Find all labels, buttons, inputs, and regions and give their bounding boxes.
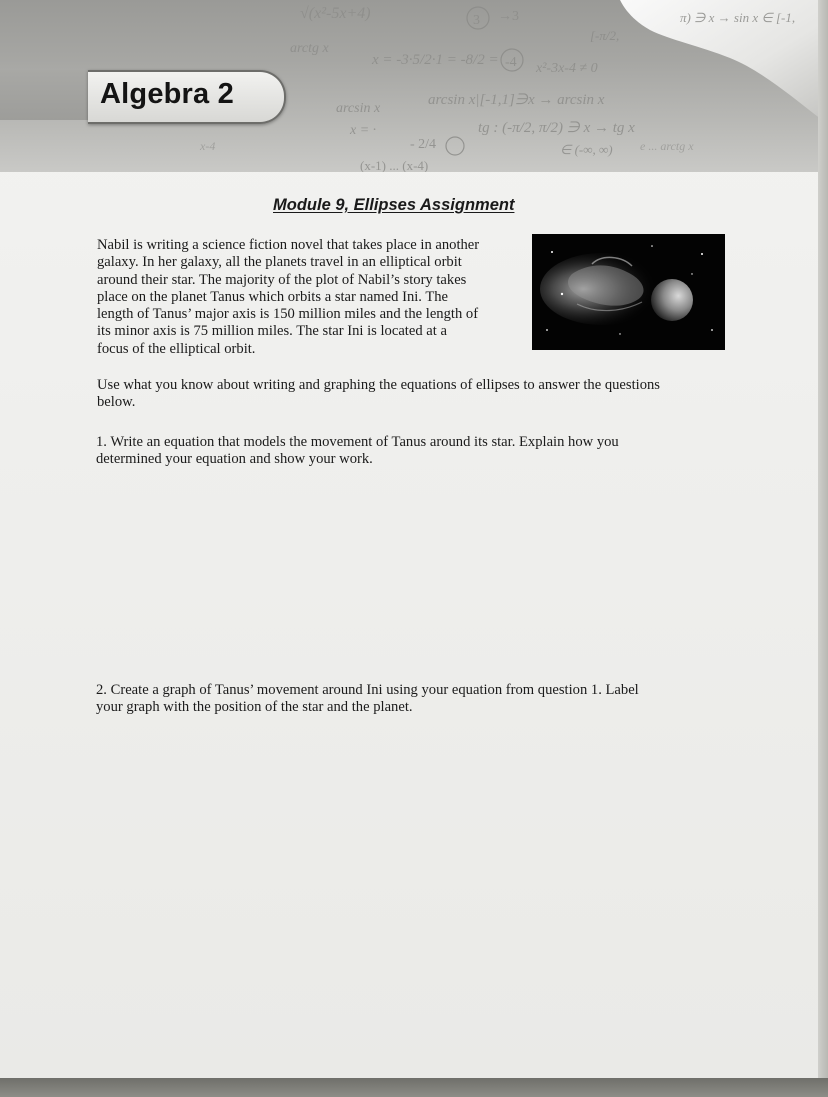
instructions bbox=[97, 377, 747, 412]
svg-text:x-4: x-4 bbox=[200, 139, 216, 153]
svg-text:arcsin x|[-1,1]∋x → arcsin x: arcsin x|[-1,1]∋x → arcsin x bbox=[428, 92, 605, 108]
intro-paragraph bbox=[97, 237, 525, 358]
intro-line: its minor axis is 75 million miles. The star Ini is located at a bbox=[97, 323, 447, 340]
intro-line: galaxy. In her galaxy, all the planets travel in an elliptical orbit bbox=[97, 254, 462, 271]
module-title: Module 9, Ellipses Assignment bbox=[273, 196, 515, 214]
instruction-line: below. bbox=[97, 394, 136, 411]
question-line: 2. Create a graph of Tanus’ movement around Ini using your equation from question 1. Label bbox=[96, 682, 639, 698]
svg-text:∈ (-∞, ∞): ∈ (-∞, ∞) bbox=[560, 142, 613, 157]
svg-text:e ... arctg x: e ... arctg x bbox=[640, 139, 694, 153]
title-banner-left bbox=[0, 70, 90, 120]
intro-line: place on the planet Tanus which orbits a star named Ini. The bbox=[97, 288, 449, 305]
intro-line: length of Tanus’ major axis is 150 million miles and the length of bbox=[97, 306, 479, 323]
svg-text:3: 3 bbox=[473, 13, 480, 28]
question-2 bbox=[96, 682, 746, 717]
svg-text:-4: -4 bbox=[505, 55, 517, 70]
nebula-planet-illustration bbox=[532, 234, 725, 350]
intro-line: Nabil is writing a science fiction novel that takes place in another bbox=[97, 237, 480, 253]
intro-line: focus of the elliptical orbit. bbox=[97, 340, 256, 357]
svg-text:tg : (-π/2, π/2) ∋ x → tg x: tg : (-π/2, π/2) ∋ x → tg x bbox=[478, 120, 635, 136]
svg-text:- 2/4: - 2/4 bbox=[410, 137, 437, 152]
question-line: your graph with the position of the star and the planet. bbox=[96, 699, 413, 716]
svg-text:x = ·: x = · bbox=[350, 123, 377, 138]
svg-text:x = -3·5/2·1 = -8/2 =: x = -3·5/2·1 = -8/2 = bbox=[372, 52, 499, 68]
svg-text:arctg x: arctg x bbox=[290, 41, 329, 56]
svg-text:√(x²-5x+4): √(x²-5x+4) bbox=[300, 5, 371, 22]
svg-text:→3: →3 bbox=[498, 9, 519, 24]
question-1 bbox=[96, 434, 746, 469]
instruction-line: Use what you know about writing and graphing the equations of ellipses to answer the questions bbox=[97, 377, 660, 393]
table-surface bbox=[0, 1078, 828, 1097]
question-line: 1. Write an equation that models the movement of Tanus around its star. Explain how you bbox=[96, 434, 619, 450]
page-curl-decoration bbox=[560, 0, 820, 120]
svg-text:arcsin x: arcsin x bbox=[336, 101, 381, 116]
question-line: determined your equation and show your work. bbox=[96, 451, 373, 468]
svg-text:x²-3x-4 ≠ 0: x²-3x-4 ≠ 0 bbox=[536, 61, 598, 76]
space-nebula-planet-image bbox=[532, 234, 725, 350]
intro-line: around their star. The majority of the plot of Nabil’s story takes bbox=[97, 271, 467, 288]
course-title: Algebra 2 bbox=[100, 78, 234, 110]
svg-text:(x-1) ... (x-4): (x-1) ... (x-4) bbox=[360, 158, 429, 172]
svg-text:[-π/2,: [-π/2, bbox=[590, 28, 620, 43]
paper-stack-edge bbox=[818, 0, 828, 1080]
svg-text:π) ∋ x → sin x ∈ [-1,: π) ∋ x → sin x ∈ [-1, bbox=[680, 10, 796, 25]
header-banner bbox=[0, 0, 820, 172]
